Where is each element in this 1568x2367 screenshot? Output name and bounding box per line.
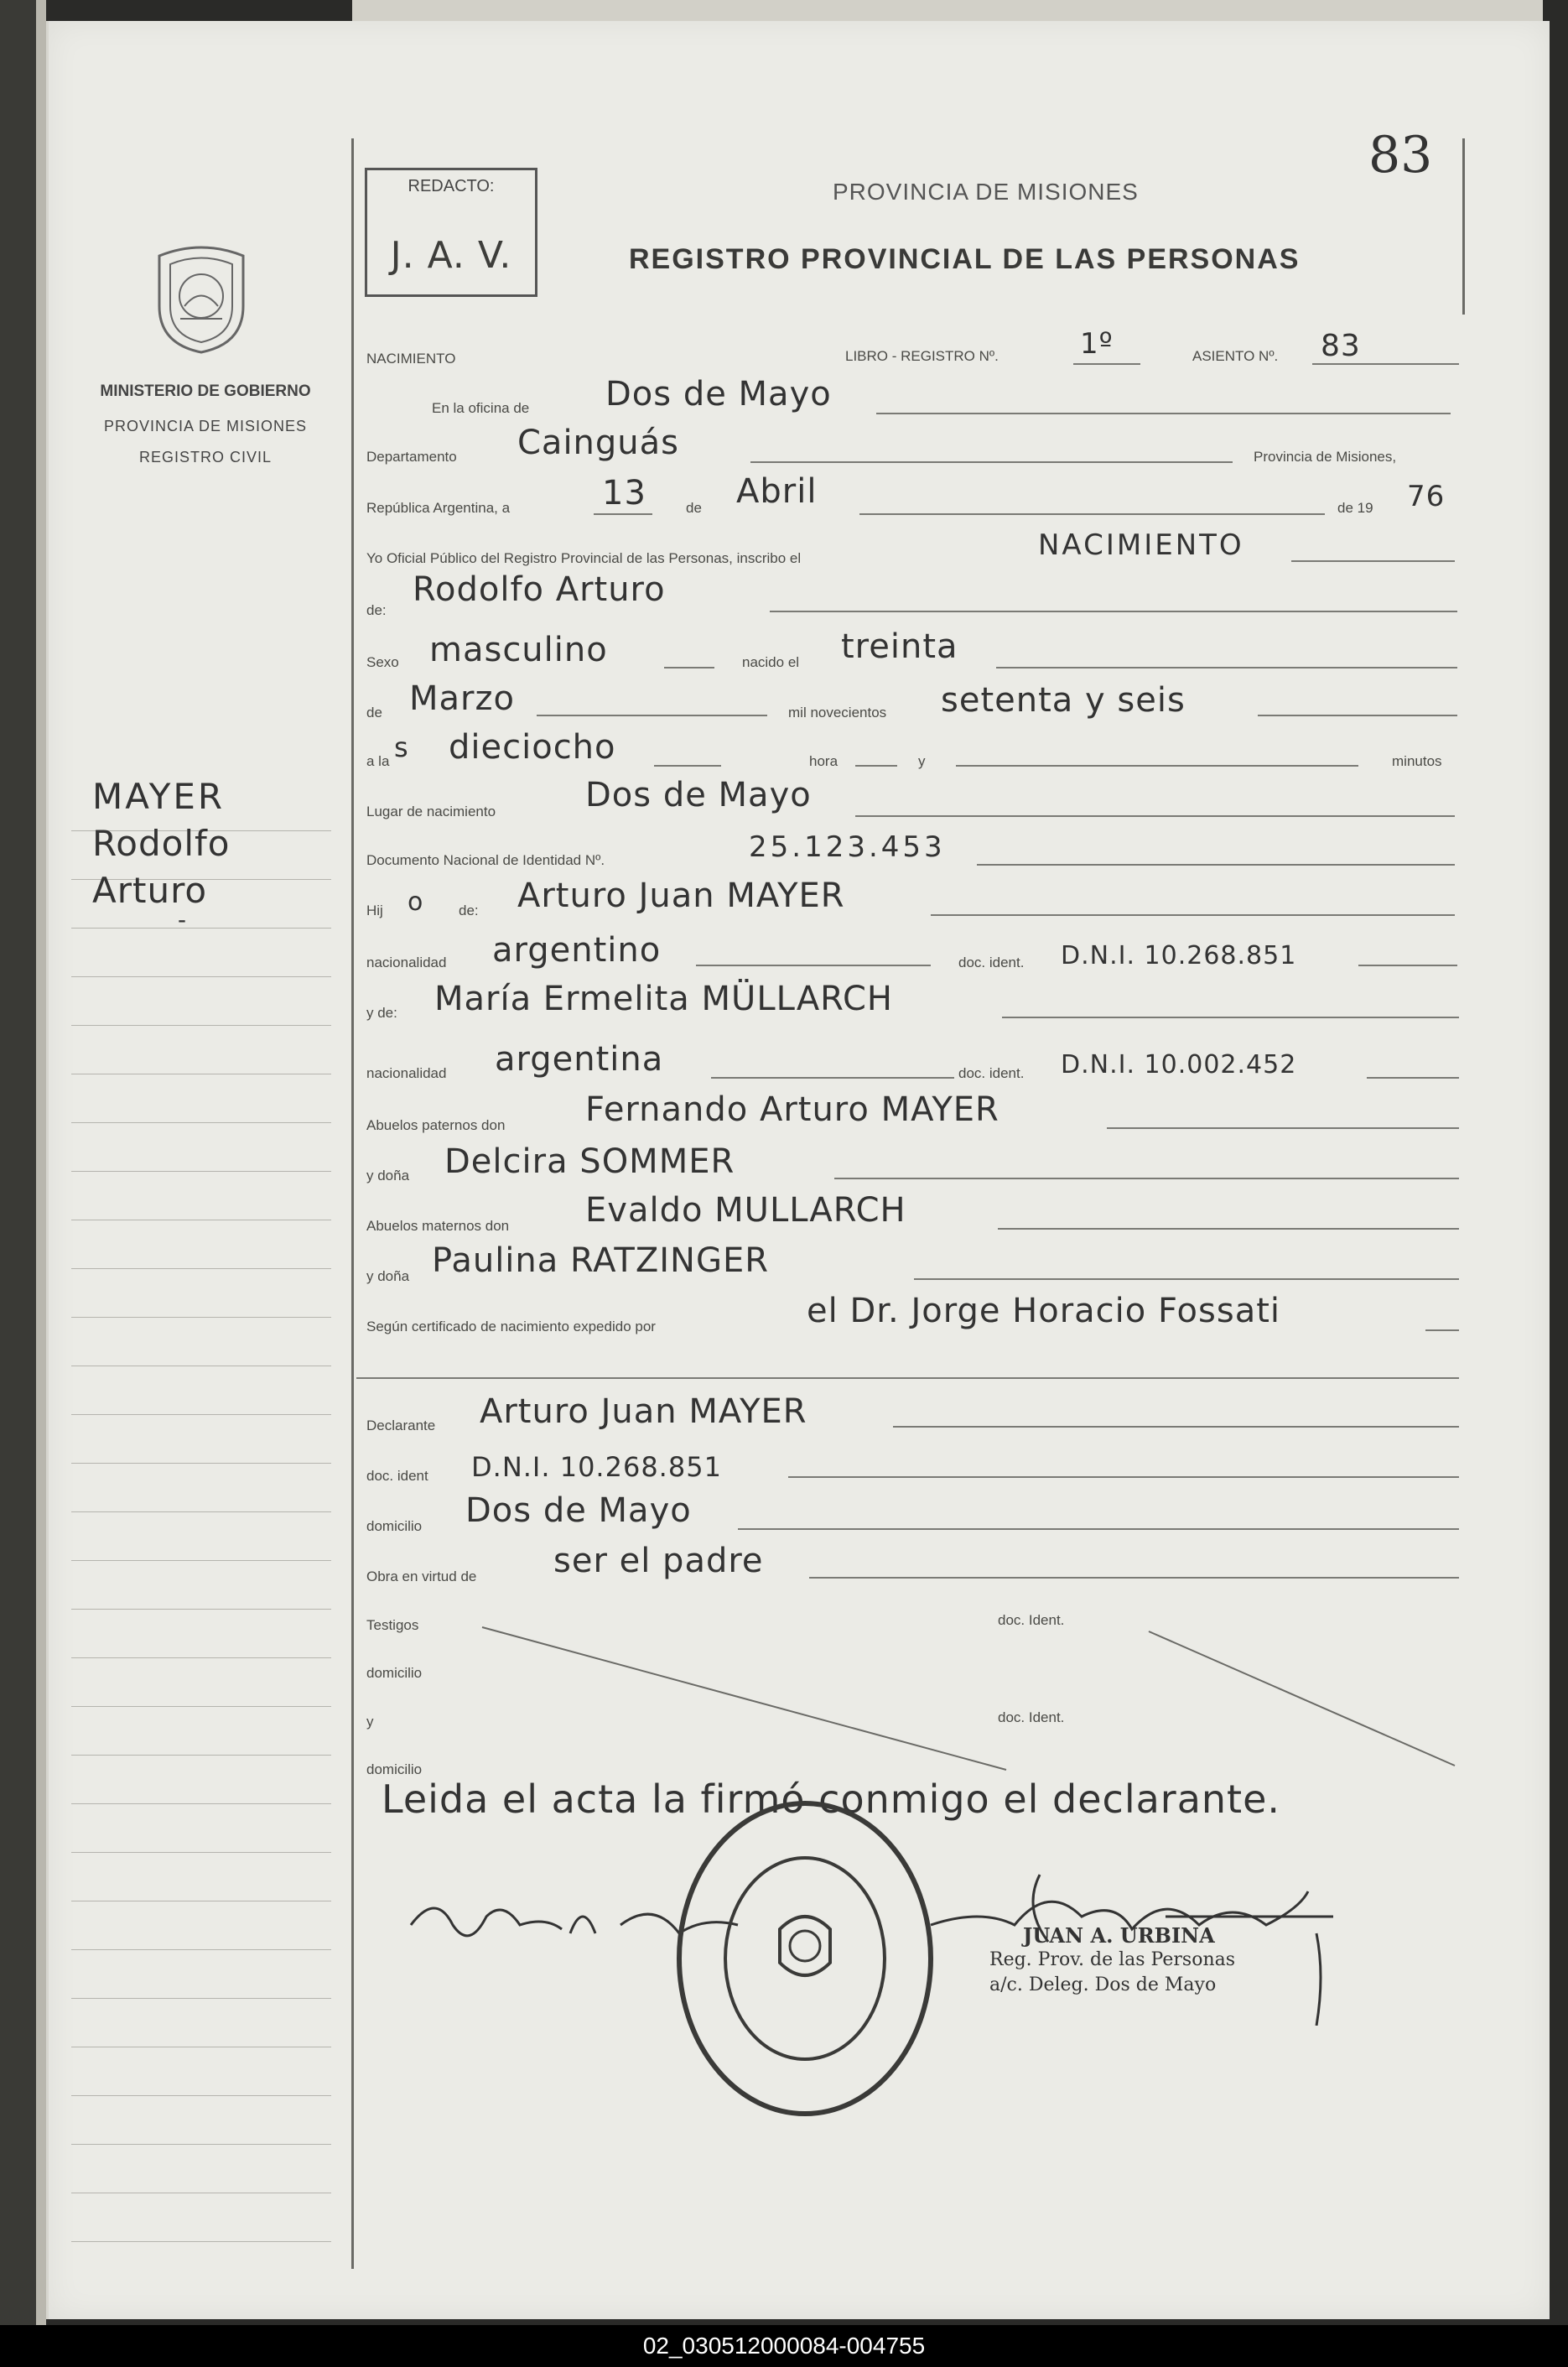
value-doc-padre: D.N.I. 10.268.851 [1061,941,1297,970]
label-lugar: Lugar de nacimiento [366,804,496,819]
ministry-line2: PROVINCIA DE MISIONES [103,418,308,434]
label-de-padre: de: [459,903,479,918]
label-domicilio: domicilio [366,1518,423,1534]
value-lugar: Dos de Mayo [585,776,812,814]
label-abuelos-maternos: Abuelos maternos don [366,1218,510,1234]
label-nacionalidad-padre: nacionalidad [366,955,447,970]
label-doc-ident-declarante: doc. ident [366,1468,428,1484]
label-hij: Hij [366,903,383,918]
label-sexo: Sexo [366,654,399,670]
label-republica: República Argentina, a [366,500,511,516]
label-departamento: Departamento [366,449,457,465]
label-y-testigo2: y [366,1714,374,1730]
label-de-mes: de [366,705,382,721]
value-dia-letras: treinta [841,627,958,666]
label-doc-ident-madre: doc. ident. [958,1065,1025,1081]
value-abuelo-pat: Fernando Arturo MAYER [585,1090,999,1129]
label-domicilio-testigo1: domicilio [366,1665,423,1681]
label-testigos: Testigos [366,1617,419,1633]
registry-title: REGISTRO PROVINCIAL DE LAS PERSONAS [629,243,1301,275]
label-y-de: y de: [366,1005,397,1021]
value-madre: María Ermelita MÜLLARCH [434,980,893,1018]
value-s-suffix: s [394,731,409,763]
label-abuelos-paternos: Abuelos paternos don [366,1117,506,1133]
label-dni: Documento Nacional de Identidad Nº. [366,852,605,868]
value-domicilio: Dos de Mayo [465,1491,692,1530]
value-nombre: Rodolfo Arturo [413,570,666,609]
value-abuela-pat: Delcira SOMMER [444,1142,735,1181]
label-doc-ident-testigo2: doc. Ident. [998,1709,1065,1725]
label-obra: Obra en virtud de [366,1568,477,1584]
value-abuela-mat: Paulina RATZINGER [432,1241,770,1280]
value-dni: 25.123.453 [749,830,946,864]
ministry-line1: MINISTERIO DE GOBIERNO [100,382,311,400]
value-asiento: 83 [1321,329,1361,363]
label-provincia-misiones: Provincia de Misiones, [1254,449,1397,465]
value-obra: ser el padre [553,1542,764,1580]
scan-id-label: 02_030512000084-004755 [0,2325,1568,2367]
label-y: y [918,753,926,769]
value-certificado: el Dr. Jorge Horacio Fossati [807,1292,1281,1330]
label-doc-ident-testigo1: doc. Ident. [998,1612,1065,1628]
value-dia: 13 [602,474,646,512]
registrar-line1: Reg. Prov. de las Personas [989,1949,1236,1970]
value-abuelo-mat: Evaldo MULLARCH [585,1191,906,1230]
margin-given1: Rodolfo [92,823,231,864]
value-mes: Abril [736,472,818,511]
value-doc-declarante: D.N.I. 10.268.851 [471,1451,722,1483]
label-nacido-el: nacido el [742,654,800,670]
value-padre: Arturo Juan MAYER [517,877,845,915]
value-acto: NACIMIENTO [1038,528,1244,562]
redacto-initials: J. A. V. [390,234,512,277]
province-heading: PROVINCIA DE MISIONES [833,179,1139,205]
label-minutos: minutos [1392,753,1442,769]
label-libro: LIBRO - REGISTRO Nº. [845,348,999,364]
value-sexo: masculino [429,631,608,669]
redacto-label: REDACTO: [408,177,495,195]
value-departamento: Cainguás [517,424,679,462]
label-declarante: Declarante [366,1418,436,1433]
ministry-line3: REGISTRO CIVIL [138,449,273,466]
value-oficina: Dos de Mayo [605,375,832,414]
label-mil-novecientos: mil novecientos [788,705,887,721]
label-segun: Según certificado de nacimiento expedido por [366,1319,656,1334]
value-nac-madre: argentina [495,1040,664,1079]
label-de-19: de 19 [1337,500,1373,516]
value-libro: 1º [1080,327,1114,361]
value-mes-nac: Marzo [409,679,515,718]
margin-given2: Arturo [92,870,208,911]
label-doc-ident-padre: doc. ident. [958,955,1025,970]
margin-surname: MAYER [92,776,226,817]
label-y-dona-mat: y doña [366,1268,410,1284]
margin-dash: - [178,906,186,934]
label-del: de: [366,602,387,618]
value-anio: 76 [1407,480,1446,513]
value-doc-madre: D.N.I. 10.002.452 [1061,1050,1297,1079]
label-nacimiento: NACIMIENTO [366,351,456,367]
value-hora-letras: dieciocho [449,728,616,767]
registrar-line2: a/c. Deleg. Dos de Mayo [989,1974,1217,1995]
registrar-block [989,1923,1235,1998]
page-number: 83 [1368,126,1433,185]
label-yo-oficial: Yo Oficial Público del Registro Provincial de las Personas, inscribo el [366,550,802,566]
official-seal [671,1795,939,2122]
label-nacionalidad-madre: nacionalidad [366,1065,447,1081]
label-domicilio-testigo2: domicilio [366,1761,423,1777]
closing-statement: Leida el acta la firmó conmigo el declarante. [382,1777,1281,1822]
value-hij-suffix: o [408,887,424,917]
label-de: de [686,500,702,516]
value-anio-letras: setenta y seis [941,681,1186,720]
value-nac-padre: argentino [492,931,662,970]
label-a-la: a la [366,753,390,769]
registrar-name: JUAN A. URBINA [1023,1923,1215,1948]
label-asiento: ASIENTO Nº. [1192,348,1279,364]
value-declarante: Arturo Juan MAYER [480,1392,807,1431]
label-hora: hora [809,753,839,769]
label-oficina: En la oficina de [432,400,530,416]
label-y-dona-pat: y doña [366,1168,410,1184]
